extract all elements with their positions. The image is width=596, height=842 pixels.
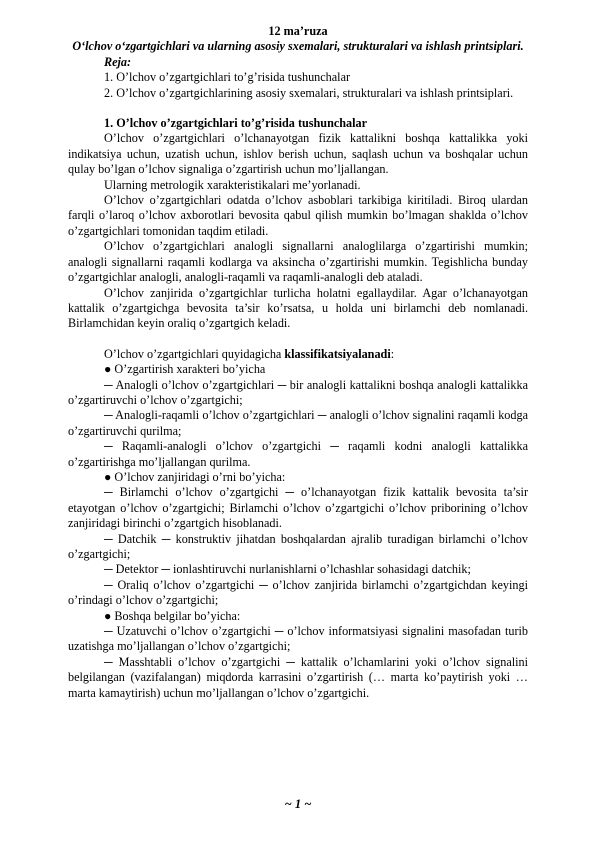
list-item: ─ Analogli-raqamli o’lchov o’zgartgichlari ─ analogli o’lchov signalini raqamli kodga o’zgartiruvchi qurilma; — [68, 408, 528, 438]
list-item: ─ Datchik ─ konstruktiv jihatdan boshqalardan ajralib turadigan birlamchi o’lchov o’zgartgichi; — [68, 531, 528, 561]
classification-intro-text: O’lchov o’zgartgichlari quyidagicha — [104, 346, 285, 361]
paragraph: O’lchov o’zgartgichlari analogli signallarni analoglilarga o’zgartirishi mumkin; analogli signallarni raqamli kodlarga va aksincha o’zgartirishi mumkin. Tegishlicha bunday o’zgartgichlar analogli, analogli-raqamli va raqamli-analogli deb ataladi. — [68, 239, 528, 285]
paragraph: O’lchov o’zgartgichlari odatda o’lchov asboblari tarkibiga kiritiladi. Biroq ulardan farqli o’laroq o’lchov axborotlari bevosita qabul qilish mumkin bo’lmagan shaklda o’lchov o’zgartgichlari tomonidan taqdim etiladi. — [68, 193, 528, 238]
plan-item: 1. O’lchov o’zgartgichlari to’g’risida tushunchalar — [104, 70, 351, 85]
paragraph: O’lchov zanjirida o’zgartgichlar turlicha holatni egallaydilar. Agar o’lchanayotgan kattalik o’zgartgichga bevosita ta’sir ko’rsatsa, u holda uni birlamchi deb nomlanadi. Birlamchidan keyin oraliq o’zgartgich keladi. — [68, 285, 528, 331]
page-number: ~ 1 ~ — [284, 797, 312, 811]
lecture-subtitle: O‘lchov o‘zgartgichlari va ularning asosiy sxemalari, strukturalari va ishlash printsiplari. — [72, 39, 524, 54]
list-item: ─ Oraliq o’lchov o’zgartgichi ─ o’lchov zanjirida birlamchi o’zgartgichdan keyingi o’rindagi o’lchov o’zgartgichi; — [68, 577, 528, 608]
list-item: ● O’lchov zanjiridagi o’rni bo’yicha: — [104, 469, 286, 484]
classification-intro-bold: klassifikatsiyalanadi — [284, 346, 391, 361]
classification-intro-colon: : — [390, 346, 395, 361]
list-item: ─ Analogli o’lchov o’zgartgichlari ─ bir analogli kattalikni boshqa analogli kattalikka o’zgartiruvchi o’lchov o’zgartgichi; — [68, 377, 528, 407]
list-item: ─ Detektor ─ ionlashtiruvchi nurlanishlarni o’lchashlar sohasidagi datchik; — [104, 562, 471, 577]
plan-item: 2. O’lchov o’zgartgichlarining asosiy sxemalari, strukturalari va ishlash printsiplari. — [104, 85, 514, 100]
paragraph: Ularning metrologik xarakteristikalari me’yorlanadi. — [104, 177, 361, 192]
list-item: ─ Masshtabli o’lchov o’zgartgichi ─ kattalik o’lchamlarini yoki o’lchov signalini belgilangan (vazifalangan) miqdorda karrasini o’zgartirish (… marta ko’paytirish yoki … marta kamaytirish) uchun mo’ljallangan o’lchov o’zgartgichi. — [68, 654, 528, 700]
plan-label: Reja: — [104, 54, 132, 69]
list-item: ─ Birlamchi o’lchov o’zgartgichi ─ o’lchanayotgan fizik kattalik bevosita ta’sir etayotgan o’lchov o’zgartgichi; Birlamchi o’lchov o’zgartgichi o’lchov priborining o’lchov zanjiridagi birinchi o’zgartgich hisoblanadi. — [68, 485, 528, 531]
list-item: ● O’zgartirish xarakteri bo’yicha — [104, 362, 266, 377]
spacer — [68, 101, 528, 116]
section-heading: 1. O’lchov o’zgartgichlari to’g’risida tushunchalar — [104, 116, 368, 131]
list-item: ─ Uzatuvchi o’lchov o’zgartgichi ─ o’lchov informatsiyasi signalini masofadan turib uzatishga mo’ljallangan o’lchov o’zgartgichi; — [68, 624, 528, 654]
spacer — [68, 332, 528, 347]
classification-intro — [68, 347, 528, 362]
page-content — [68, 24, 528, 701]
lecture-title: 12 ma’ruza — [268, 24, 328, 38]
list-item: ● Boshqa belgilar bo’yicha: — [104, 608, 241, 623]
list-item: ─ Raqamli-analogli o’lchov o’zgartgichi ─ raqamli kodni analogli kattalikka o’zgartirishga mo’ljallangan qurilma. — [68, 439, 528, 469]
paragraph: O’lchov o’zgartgichlari o’lchanayotgan fizik kattalikni boshqa kattalikka yoki indikatsiya uchun, uzatish uchun, ishlov berish uchun, saqlash uchun va boshqalar uchun qulay bo’lgan o’lchov signaliga o’zgartirish uchun mo’ljallangan. — [68, 131, 528, 177]
